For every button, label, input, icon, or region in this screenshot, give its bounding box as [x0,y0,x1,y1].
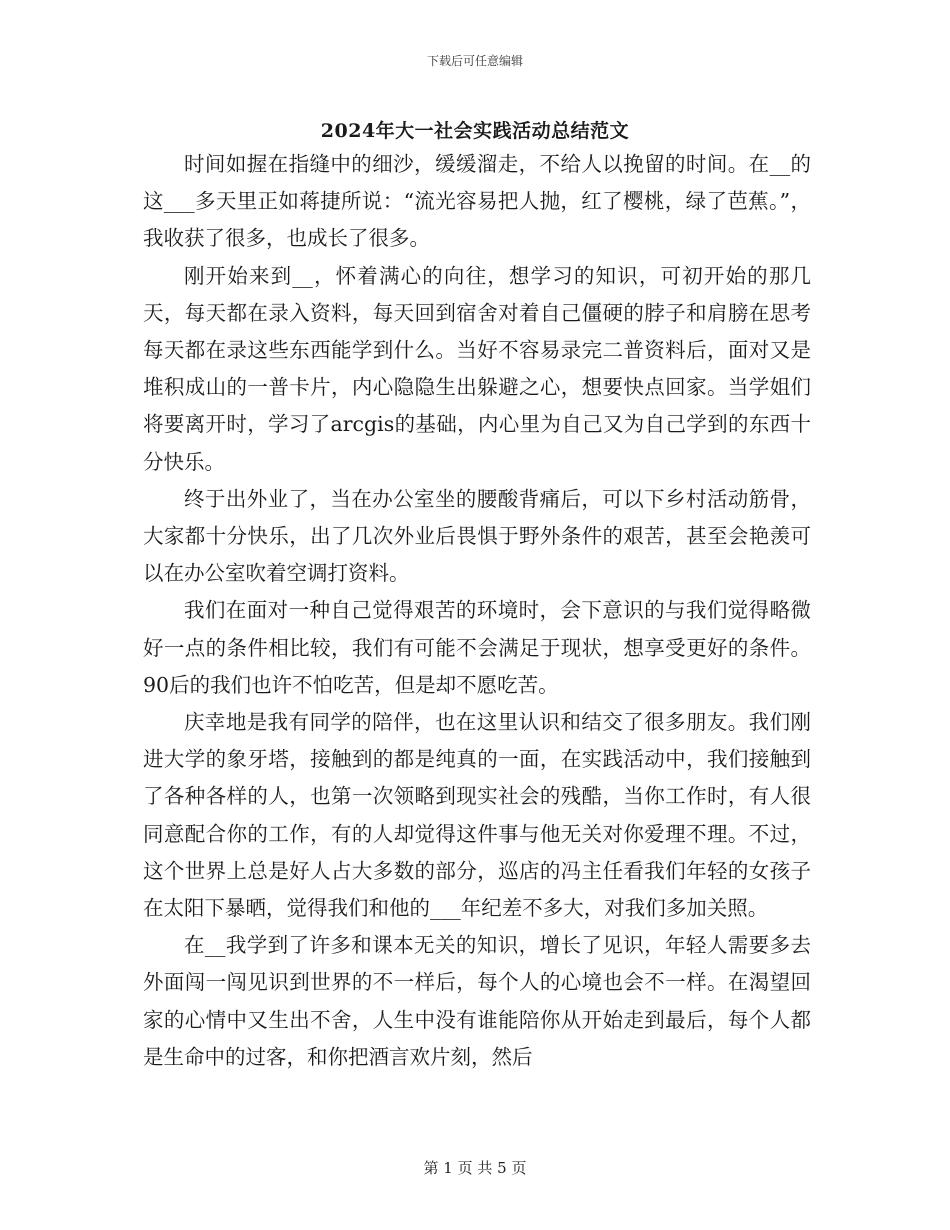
document-body [143,146,811,1076]
paragraph-6: 在__我学到了许多和课本无关的知识，增长了见识，年轻人需要多去外面闯一闯见识到世界的不一样后，每个人的心境也会不一样。在渴望回家的心情中又生出不舍，人生中没有谁能陪你从开始走到最后，每个人都是生命中的过客，和你把酒言欢片刻，然后 [143,933,811,1069]
paragraph-1: 时间如握在指缝中的细沙，缓缓溜走，不给人以挽留的时间。在__的这___多天里正如蒋捷所说：“流光容易把人抛，红了樱桃，绿了芭蕉。”，我收获了很多，也成长了很多。 [143,152,811,251]
paragraph-5: 庆幸地是我有同学的陪伴，也在这里认识和结交了很多朋友。我们刚进大学的象牙塔，接触到的都是纯真的一面，在实践活动中，我们接触到了各种各样的人，也第一次领略到现实社会的残酷，当你工作时，有人很同意配合你的工作，有的人却觉得这件事与他无关对你爱理不理。不过，这个世界上总是好人占大多数的部分，巡店的冯主任看我们年轻的女孩子在太阳下暴晒，觉得我们和他的___年纪差不多大，对我们多加关照。 [143,710,811,921]
paragraph-4: 我们在面对一种自己觉得艰苦的环境时，会下意识的与我们觉得略微好一点的条件相比较，我们有可能不会满足于现状，想享受更好的条件。90后的我们也许不怕吃苦，但是却不愿吃苦。 [143,598,811,697]
header-note: 下载后可任意编辑 [426,54,523,68]
paragraph-3: 终于出外业了，当在办公室坐的腰酸背痛后，可以下乡村活动筋骨，大家都十分快乐，出了几次外业后畏惧于野外条件的艰苦，甚至会艳羡可以在办公室吹着空调打资料。 [143,486,811,586]
document-title: 2024年大一社会实践活动总结范文 [320,120,630,142]
page-number: 第 1 页 共 5 页 [423,1159,527,1177]
paragraph-2: 刚开始来到__，怀着满心的向往，想学习的知识，可初开始的那几天，每天都在录入资料，每天回到宿舍对着自己僵硬的脖子和肩膀在思考每天都在录这些东西能学到什么。当好不容易录完二普资料后，面对又是堆积成山的一普卡片，内心隐隐生出躲避之心，想要快点回家。当学姐们将要离开时，学习了arcgis的基础，内心里为自己又为自己学到的东西十分快乐。 [143,263,811,474]
